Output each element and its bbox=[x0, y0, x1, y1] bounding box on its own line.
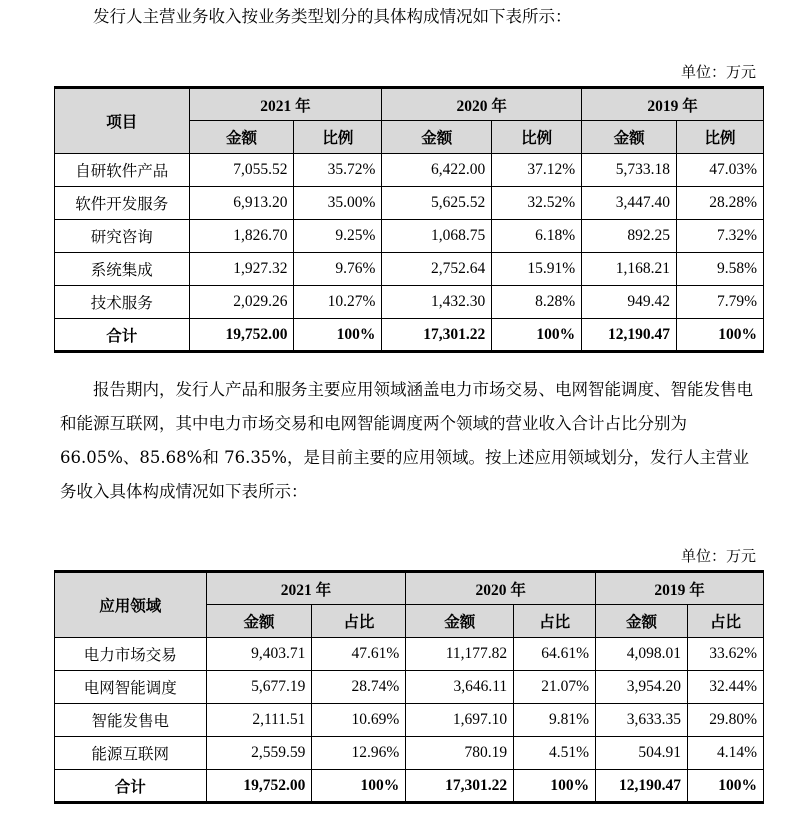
row-value: 15.91% bbox=[492, 253, 582, 286]
total-value: 12,190.47 bbox=[582, 319, 677, 352]
row-value: 2,559.59 bbox=[206, 737, 312, 770]
header-ratio-1: 比例 bbox=[492, 121, 582, 154]
row-value: 9.76% bbox=[294, 253, 382, 286]
table-row bbox=[55, 737, 764, 770]
header-ratio-1: 占比 bbox=[514, 605, 596, 638]
row-label: 系统集成 bbox=[55, 253, 190, 286]
row-value: 9.25% bbox=[294, 220, 382, 253]
header-year-2: 2019 年 bbox=[582, 88, 764, 121]
row-value: 5,677.19 bbox=[206, 671, 312, 704]
header-year-2: 2019 年 bbox=[596, 572, 764, 605]
row-value: 1,697.10 bbox=[406, 704, 514, 737]
row-value: 10.69% bbox=[312, 704, 406, 737]
total-value: 100% bbox=[688, 770, 764, 803]
total-value: 12,190.47 bbox=[596, 770, 688, 803]
row-value: 11,177.82 bbox=[406, 638, 514, 671]
header-ratio-0: 占比 bbox=[312, 605, 406, 638]
row-value: 2,752.64 bbox=[382, 253, 492, 286]
intro-paragraph-1 bbox=[60, 0, 760, 34]
table-row bbox=[55, 671, 764, 704]
total-row bbox=[55, 770, 764, 803]
row-value: 47.03% bbox=[677, 154, 764, 187]
total-value: 100% bbox=[677, 319, 764, 352]
table-row bbox=[55, 187, 764, 220]
header-amount-2: 金额 bbox=[582, 121, 677, 154]
row-value: 32.44% bbox=[688, 671, 764, 704]
row-label: 能源互联网 bbox=[55, 737, 207, 770]
table-row bbox=[55, 638, 764, 671]
row-value: 2,111.51 bbox=[206, 704, 312, 737]
row-value: 892.25 bbox=[582, 220, 677, 253]
header-year-1: 2020 年 bbox=[406, 572, 596, 605]
row-label: 技术服务 bbox=[55, 286, 190, 319]
header-amount-2: 金额 bbox=[596, 605, 688, 638]
row-value: 47.61% bbox=[312, 638, 406, 671]
row-value: 35.00% bbox=[294, 187, 382, 220]
total-value: 100% bbox=[514, 770, 596, 803]
header-amount-0: 金额 bbox=[189, 121, 294, 154]
row-value: 1,068.75 bbox=[382, 220, 492, 253]
header-ratio-0: 比例 bbox=[294, 121, 382, 154]
row-value: 21.07% bbox=[514, 671, 596, 704]
row-value: 6.18% bbox=[492, 220, 582, 253]
table-row bbox=[55, 220, 764, 253]
header-row-years bbox=[55, 572, 764, 605]
total-value: 17,301.22 bbox=[406, 770, 514, 803]
header-ratio-2: 比例 bbox=[677, 121, 764, 154]
total-value: 100% bbox=[294, 319, 382, 352]
row-value: 28.74% bbox=[312, 671, 406, 704]
row-value: 9.81% bbox=[514, 704, 596, 737]
row-value: 7.79% bbox=[677, 286, 764, 319]
row-label: 研究咨询 bbox=[55, 220, 190, 253]
intro-text-2: 报告期内，发行人产品和服务主要应用领域涵盖电力市场交易、电网智能调度、智能发售电和能源互联网，其中电力市场交易和电网智能调度两个领域的营业收入合计占比分别为 66.05%、85.68%和 76.35%，是目前主要的应用领域。按上述应用领域划分，发行人主营业务收入具体构成情况如下表所示： bbox=[60, 380, 753, 501]
header-amount-0: 金额 bbox=[206, 605, 312, 638]
row-value: 5,625.52 bbox=[382, 187, 492, 220]
row-value: 949.42 bbox=[582, 286, 677, 319]
header-item-cell: 项目 bbox=[55, 88, 190, 154]
row-label: 软件开发服务 bbox=[55, 187, 190, 220]
total-value: 19,752.00 bbox=[189, 319, 294, 352]
header-ratio-2: 占比 bbox=[688, 605, 764, 638]
table-row bbox=[55, 253, 764, 286]
row-value: 1,826.70 bbox=[189, 220, 294, 253]
row-value: 32.52% bbox=[492, 187, 582, 220]
row-value: 3,646.11 bbox=[406, 671, 514, 704]
row-value: 12.96% bbox=[312, 737, 406, 770]
row-value: 8.28% bbox=[492, 286, 582, 319]
row-value: 10.27% bbox=[294, 286, 382, 319]
header-item-cell: 应用领域 bbox=[55, 572, 207, 638]
total-label: 合计 bbox=[55, 770, 207, 803]
row-label: 自研软件产品 bbox=[55, 154, 190, 187]
row-value: 4.51% bbox=[514, 737, 596, 770]
row-label: 电网智能调度 bbox=[55, 671, 207, 704]
total-value: 19,752.00 bbox=[206, 770, 312, 803]
header-amount-1: 金额 bbox=[382, 121, 492, 154]
row-value: 33.62% bbox=[688, 638, 764, 671]
total-label: 合计 bbox=[55, 319, 190, 352]
header-year-0: 2021 年 bbox=[189, 88, 382, 121]
row-value: 2,029.26 bbox=[189, 286, 294, 319]
table-row bbox=[55, 704, 764, 737]
row-value: 3,954.20 bbox=[596, 671, 688, 704]
row-value: 6,422.00 bbox=[382, 154, 492, 187]
intro-paragraph-2 bbox=[60, 373, 760, 509]
row-value: 7,055.52 bbox=[189, 154, 294, 187]
total-row bbox=[55, 319, 764, 352]
header-year-0: 2021 年 bbox=[206, 572, 406, 605]
total-value: 100% bbox=[492, 319, 582, 352]
unit-label-2: 单位：万元 bbox=[680, 547, 756, 565]
total-value: 17,301.22 bbox=[382, 319, 492, 352]
row-value: 504.91 bbox=[596, 737, 688, 770]
row-value: 1,927.32 bbox=[189, 253, 294, 286]
row-label: 电力市场交易 bbox=[55, 638, 207, 671]
row-value: 4.14% bbox=[688, 737, 764, 770]
row-value: 1,168.21 bbox=[582, 253, 677, 286]
unit-label-1: 单位：万元 bbox=[680, 63, 756, 81]
row-value: 37.12% bbox=[492, 154, 582, 187]
table-row bbox=[55, 154, 764, 187]
row-value: 9.58% bbox=[677, 253, 764, 286]
row-value: 5,733.18 bbox=[582, 154, 677, 187]
row-label: 智能发售电 bbox=[55, 704, 207, 737]
row-value: 35.72% bbox=[294, 154, 382, 187]
row-value: 4,098.01 bbox=[596, 638, 688, 671]
row-value: 64.61% bbox=[514, 638, 596, 671]
row-value: 7.32% bbox=[677, 220, 764, 253]
row-value: 1,432.30 bbox=[382, 286, 492, 319]
row-value: 29.80% bbox=[688, 704, 764, 737]
header-year-1: 2020 年 bbox=[382, 88, 582, 121]
row-value: 3,447.40 bbox=[582, 187, 677, 220]
application-domain-table bbox=[54, 570, 764, 804]
total-value: 100% bbox=[312, 770, 406, 803]
header-row-years bbox=[55, 88, 764, 121]
row-value: 9,403.71 bbox=[206, 638, 312, 671]
row-value: 780.19 bbox=[406, 737, 514, 770]
row-value: 28.28% bbox=[677, 187, 764, 220]
business-type-table bbox=[54, 86, 764, 353]
intro-text-1: 发行人主营业务收入按业务类型划分的具体构成情况如下表所示： bbox=[93, 7, 572, 26]
row-value: 6,913.20 bbox=[189, 187, 294, 220]
header-amount-1: 金额 bbox=[406, 605, 514, 638]
row-value: 3,633.35 bbox=[596, 704, 688, 737]
table-row bbox=[55, 286, 764, 319]
